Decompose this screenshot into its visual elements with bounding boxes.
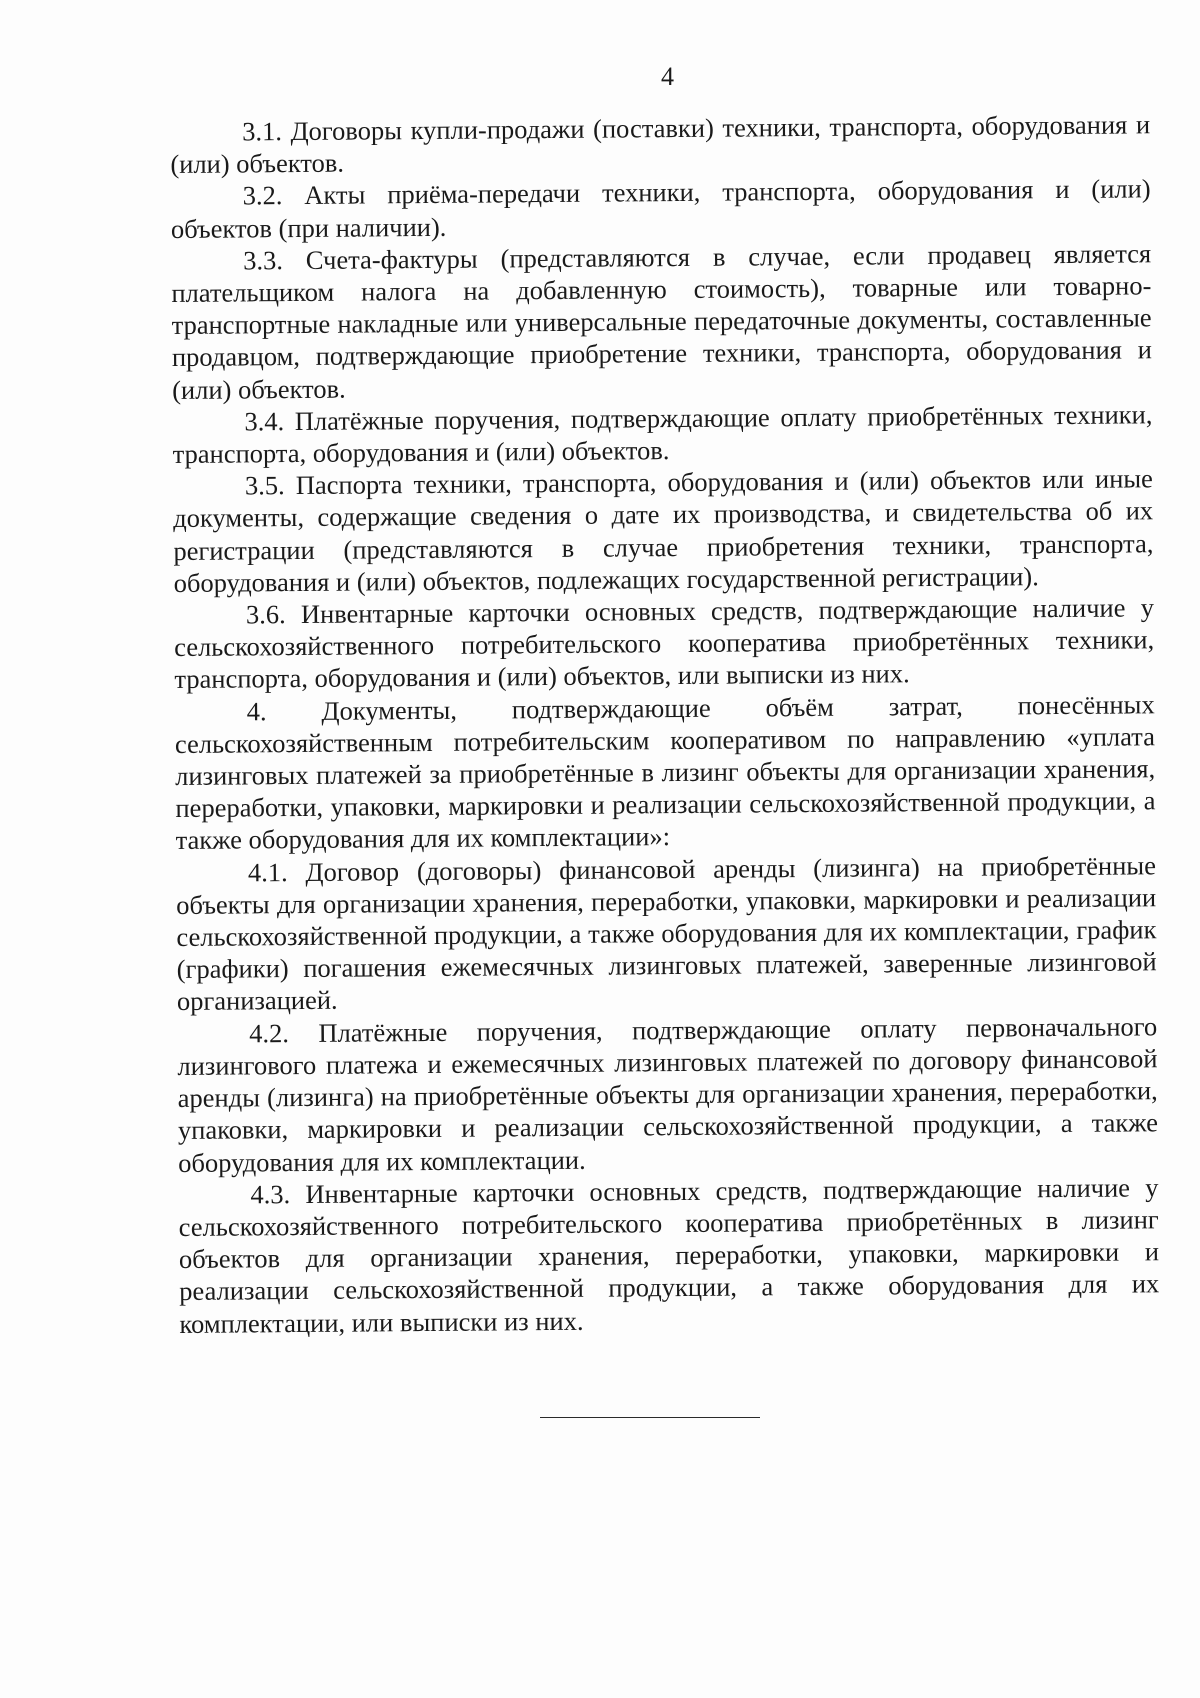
paragraph-3-2: 3.2. Акты приёма-передачи техники, транспорта, оборудования и (или) объектов (при наличии).: [170, 173, 1151, 244]
paragraph-3-4: 3.4. Платёжные поручения, подтверждающие оплату приобретённых техники, транспорта, оборудования и (или) объектов.: [172, 399, 1153, 470]
end-separator-line: [540, 1417, 760, 1418]
paragraph-3-5: 3.5. Паспорта техники, транспорта, оборудования и (или) объектов или иные документы, содержащие сведения о дате их производства, и свидетельства об их регистрации (представляются в случае приобретения техники, транспорта, оборудования и (или) объектов, подлежащих государственной регистрации).: [173, 463, 1154, 598]
paragraph-3-6: 3.6. Инвентарные карточки основных средств, подтверждающие наличие у сельскохозяйственного потребительского кооператива приобретённых техники, транспорта, оборудования и (или) объектов, или выписки из них.: [174, 592, 1155, 695]
paragraph-4-2: 4.2. Платёжные поручения, подтверждающие оплату первоначального лизингового платежа и ежемесячных лизинговых платежей по договору финансовой аренды (лизинга) на приобретённые объекты для организации хранения, переработки, упаковки, маркировки и реализации сельскохозяйственной продукции, а также оборудования для их комплектации.: [177, 1010, 1159, 1178]
page-number: 4: [661, 62, 674, 91]
paragraph-3-3: 3.3. Счета-фактуры (представляются в случае, если продавец является плательщиком налога на добавленную стоимость), товарные или товарно-транспортные накладные или универсальные передаточные документы, составленные продавцом, подтверждающие приобретение техники, транспорта, оборудования и (или) объектов.: [171, 238, 1152, 405]
paragraph-4: 4. Документы, подтверждающие объём затрат, понесённых сельскохозяйственным потребительским кооперативом по направлению «уплата лизинговых платежей за приобретённые в лизинг объекты для организации хранения, переработки, упаковки, маркировки и реализации сельскохозяйственной продукции, а также оборудования для их комплектации»:: [174, 688, 1156, 856]
paragraph-4-3: 4.3. Инвентарные карточки основных средств, подтверждающие наличие у сельскохозяйственного потребительского кооператива приобретённых в лизинг объектов для организации хранения, переработки, упаковки, маркировки и реализации сельскохозяйственной продукции, а также оборудования для их комплектации, или выписки из них.: [178, 1171, 1160, 1339]
document-body: [170, 108, 1160, 1339]
paragraph-4-1: 4.1. Договор (договоры) финансовой аренды (лизинга) на приобретённые объекты для организации хранения, переработки, упаковки, маркировки и реализации сельскохозяйственной продукции, а также оборудования для их комплектации, график (графики) погашения ежемесячных лизинговых платежей, заверенные лизинговой организацией.: [176, 849, 1157, 1017]
paragraph-3-1: 3.1. Договоры купли-продажи (поставки) техники, транспорта, оборудования и (или) объектов.: [170, 109, 1151, 180]
